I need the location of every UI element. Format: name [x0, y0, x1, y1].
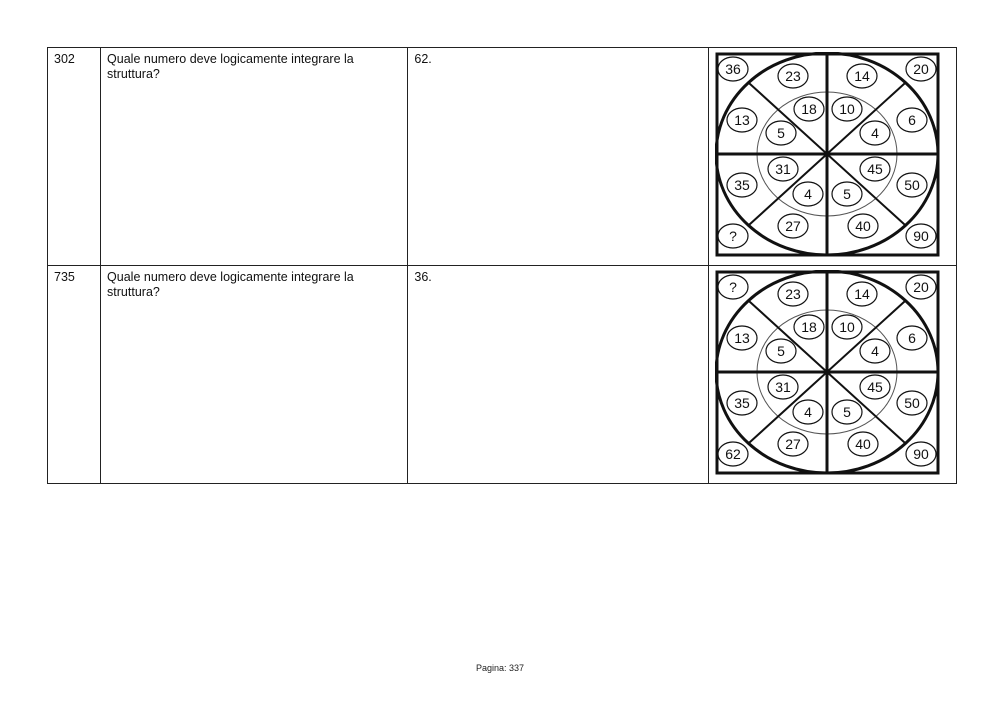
- number-bubble: [768, 157, 798, 181]
- bubble-value: 40: [854, 218, 871, 234]
- bubble-value: 45: [866, 161, 883, 177]
- bubble-value: 35: [733, 177, 750, 193]
- bubble-value: 10: [838, 101, 855, 117]
- number-bubble: [860, 339, 890, 363]
- number-bubble: [793, 400, 823, 424]
- number-bubble: [832, 400, 862, 424]
- number-bubble: [906, 224, 936, 248]
- bubble-value: 6: [907, 330, 916, 346]
- bubble-value: 50: [903, 177, 920, 193]
- bubble-value: 10: [838, 319, 855, 335]
- number-bubble: [727, 326, 757, 350]
- puzzle-figure: [715, 52, 940, 257]
- number-bubble: [860, 157, 890, 181]
- bubble-value: 5: [776, 125, 785, 141]
- number-bubble: [832, 182, 862, 206]
- answer-text: 36.: [408, 266, 708, 484]
- number-bubble: [778, 282, 808, 306]
- puzzle-cell: [708, 266, 956, 484]
- puzzle-figure: [715, 270, 940, 475]
- number-bubble: [793, 182, 823, 206]
- number-bubble: [718, 224, 748, 248]
- bubble-value: 4: [803, 186, 812, 202]
- bubble-value: 4: [803, 404, 812, 420]
- number-bubble: [794, 97, 824, 121]
- number-bubble: [832, 97, 862, 121]
- bubble-value: 90: [912, 228, 929, 244]
- bubble-value: 20: [912, 61, 929, 77]
- bubble-value: 90: [912, 446, 929, 462]
- bubble-value: 5: [776, 343, 785, 359]
- bubble-value: 18: [800, 319, 817, 335]
- number-bubble: [906, 57, 936, 81]
- number-bubble: [778, 214, 808, 238]
- number-bubble: [778, 64, 808, 88]
- number-bubble: [718, 57, 748, 81]
- page-footer: Pagina: 337: [475, 663, 525, 673]
- questions-table: [47, 47, 957, 484]
- bubble-value: 13: [733, 112, 750, 128]
- number-bubble: [718, 442, 748, 466]
- number-bubble: [727, 391, 757, 415]
- number-bubble: [768, 375, 798, 399]
- bubble-value: 23: [784, 286, 801, 302]
- bubble-value: 4: [870, 125, 879, 141]
- number-bubble: [727, 173, 757, 197]
- number-bubble: [766, 339, 796, 363]
- bubble-value: 62: [724, 446, 741, 462]
- number-bubble: [860, 121, 890, 145]
- answer-text: 62.: [408, 48, 708, 266]
- question-id: 735: [48, 266, 101, 484]
- bubble-value: 14: [853, 286, 870, 302]
- number-bubble: [848, 432, 878, 456]
- bubble-value: 18: [800, 101, 817, 117]
- bubble-value: 4: [870, 343, 879, 359]
- number-bubble: [897, 108, 927, 132]
- bubble-value: 13: [733, 330, 750, 346]
- bubble-value: 36: [724, 61, 741, 77]
- bubble-value: 20: [912, 279, 929, 295]
- question-text: Quale numero deve logicamente integrare la struttura?: [101, 266, 408, 484]
- number-bubble: [897, 391, 927, 415]
- number-bubble: [897, 326, 927, 350]
- bubble-value: 31: [774, 161, 791, 177]
- table-row: [48, 266, 957, 484]
- number-bubble: [847, 282, 877, 306]
- number-bubble: [906, 275, 936, 299]
- number-bubble: [718, 275, 748, 299]
- bubble-value: 5: [842, 404, 851, 420]
- number-bubble: [860, 375, 890, 399]
- number-bubble: [847, 64, 877, 88]
- number-bubble: [727, 108, 757, 132]
- bubble-value: 23: [784, 68, 801, 84]
- bubble-value: 27: [784, 218, 801, 234]
- number-bubble: [848, 214, 878, 238]
- question-id: 302: [48, 48, 101, 266]
- bubble-value: 35: [733, 395, 750, 411]
- table-row: [48, 48, 957, 266]
- number-bubble: [778, 432, 808, 456]
- puzzle-cell: [708, 48, 956, 266]
- bubble-value: 40: [854, 436, 871, 452]
- bubble-value: 45: [866, 379, 883, 395]
- question-text: Quale numero deve logicamente integrare la struttura?: [101, 48, 408, 266]
- number-bubble: [906, 442, 936, 466]
- number-bubble: [794, 315, 824, 339]
- bubble-value: 5: [842, 186, 851, 202]
- bubble-value: 27: [784, 436, 801, 452]
- bubble-value: 50: [903, 395, 920, 411]
- bubble-value: 31: [774, 379, 791, 395]
- bubble-value: ?: [728, 228, 737, 244]
- bubble-value: ?: [728, 279, 737, 295]
- number-bubble: [766, 121, 796, 145]
- number-bubble: [832, 315, 862, 339]
- bubble-value: 14: [853, 68, 870, 84]
- bubble-value: 6: [907, 112, 916, 128]
- number-bubble: [897, 173, 927, 197]
